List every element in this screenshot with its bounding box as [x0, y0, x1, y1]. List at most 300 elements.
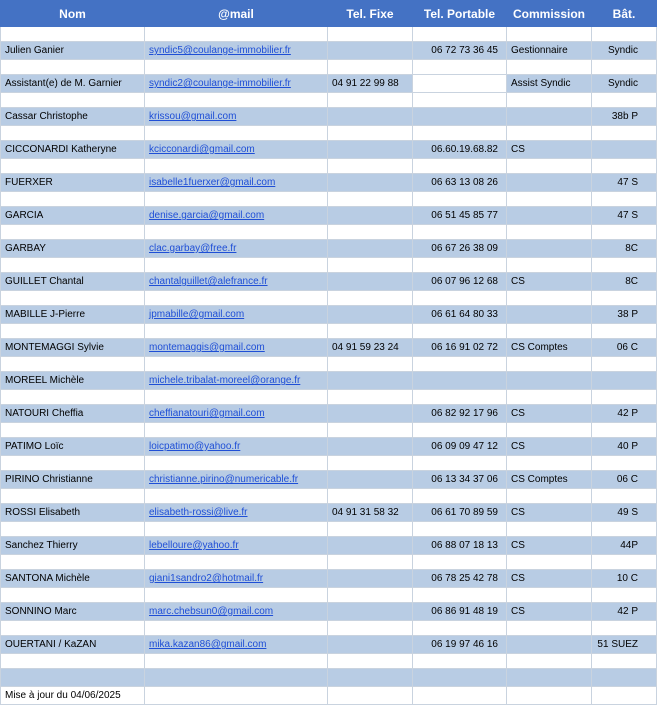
cell-fixe	[328, 537, 413, 555]
email-link[interactable]: mika.kazan86@gmail.com	[149, 639, 267, 650]
spacer-cell	[1, 291, 145, 306]
spacer-cell	[507, 522, 592, 537]
spacer-cell	[145, 93, 328, 108]
cell-mail	[145, 372, 328, 390]
spacer-cell	[145, 456, 328, 471]
cell-nom: Julien Ganier	[1, 42, 145, 60]
table-row	[1, 339, 657, 357]
cell-portable: 06 16 91 02 72	[413, 339, 507, 357]
cell-nom: SANTONA Michèle	[1, 570, 145, 588]
spacer-cell	[592, 291, 657, 306]
cell-portable: 06 19 97 46 16	[413, 636, 507, 654]
cell-portable: 06 82 92 17 96	[413, 405, 507, 423]
spacer-cell	[1, 654, 145, 669]
blank-cell	[145, 669, 328, 687]
spacer-cell	[1, 423, 145, 438]
spacer-cell	[328, 588, 413, 603]
spacer-cell	[507, 225, 592, 240]
spacer-cell	[1, 225, 145, 240]
spacer-cell	[145, 390, 328, 405]
spacer-cell	[507, 357, 592, 372]
cell-bat: 8C	[592, 273, 657, 291]
email-link[interactable]: lebelloure@yahoo.fr	[149, 540, 239, 551]
cell-mail	[145, 471, 328, 489]
spacer-cell	[592, 60, 657, 75]
spacer-cell	[145, 291, 328, 306]
spacer-cell	[413, 489, 507, 504]
table-row	[1, 570, 657, 588]
spacer-row	[1, 357, 657, 372]
spacer-cell	[1, 357, 145, 372]
table-row	[1, 273, 657, 291]
cell-commission: CS Comptes	[507, 339, 592, 357]
footer-cell	[507, 687, 592, 705]
spacer-cell	[507, 126, 592, 141]
table-row	[1, 42, 657, 60]
cell-fixe	[328, 108, 413, 126]
spacer-cell	[507, 192, 592, 207]
email-link[interactable]: giani1sandro2@hotmail.fr	[149, 573, 264, 584]
spacer-cell	[592, 27, 657, 42]
cell-portable: 06 61 64 80 33	[413, 306, 507, 324]
cell-nom: Sanchez Thierry	[1, 537, 145, 555]
email-link[interactable]: krissou@gmail.com	[149, 111, 237, 122]
cell-mail	[145, 438, 328, 456]
email-link[interactable]: michele.tribalat-moreel@orange.fr	[149, 375, 301, 386]
cell-bat: 49 S	[592, 504, 657, 522]
cell-commission: CS	[507, 603, 592, 621]
spacer-row	[1, 456, 657, 471]
spacer-cell	[1, 27, 145, 42]
cell-commission	[507, 240, 592, 258]
spacer-cell	[507, 390, 592, 405]
cell-portable: 06 86 91 48 19	[413, 603, 507, 621]
spacer-cell	[592, 456, 657, 471]
spacer-cell	[413, 390, 507, 405]
table-row	[1, 603, 657, 621]
spacer-row	[1, 126, 657, 141]
spacer-cell	[413, 555, 507, 570]
spacer-cell	[413, 588, 507, 603]
email-link[interactable]: kcicconardi@gmail.com	[149, 144, 255, 155]
cell-fixe	[328, 570, 413, 588]
spacer-cell	[1, 489, 145, 504]
cell-portable: 06 51 45 85 77	[413, 207, 507, 225]
spacer-cell	[592, 555, 657, 570]
cell-fixe	[328, 603, 413, 621]
spacer-cell	[145, 423, 328, 438]
cell-portable: 06 61 70 89 59	[413, 504, 507, 522]
spacer-cell	[592, 324, 657, 339]
cell-bat: 38 P	[592, 306, 657, 324]
cell-nom: MABILLE J-Pierre	[1, 306, 145, 324]
spacer-row	[1, 93, 657, 108]
spacer-cell	[145, 324, 328, 339]
footer-cell	[413, 687, 507, 705]
spacer-cell	[145, 192, 328, 207]
table-row	[1, 207, 657, 225]
spacer-cell	[145, 60, 328, 75]
cell-nom: ROSSI Elisabeth	[1, 504, 145, 522]
spacer-cell	[507, 291, 592, 306]
cell-commission: CS	[507, 438, 592, 456]
spacer-cell	[507, 27, 592, 42]
email-link[interactable]: christianne.pirino@numericable.fr	[149, 474, 299, 485]
email-link[interactable]: syndic5@coulange-immobilier.fr	[149, 45, 291, 56]
cell-commission: CS	[507, 504, 592, 522]
spacer-cell	[507, 324, 592, 339]
email-link[interactable]: syndic2@coulange-immobilier.fr	[149, 78, 291, 89]
spacer-cell	[592, 159, 657, 174]
spacer-cell	[145, 126, 328, 141]
cell-nom: NATOURI Cheffia	[1, 405, 145, 423]
spacer-cell	[413, 291, 507, 306]
spacer-cell	[413, 324, 507, 339]
cell-bat: 47 S	[592, 207, 657, 225]
spacer-cell	[328, 324, 413, 339]
cell-mail	[145, 108, 328, 126]
spacer-cell	[413, 192, 507, 207]
email-link[interactable]: loicpatimo@yahoo.fr	[149, 441, 241, 452]
spacer-cell	[145, 522, 328, 537]
spacer-cell	[145, 654, 328, 669]
cell-mail	[145, 42, 328, 60]
cell-fixe	[328, 438, 413, 456]
spacer-cell	[328, 27, 413, 42]
table-row	[1, 306, 657, 324]
spacer-cell	[507, 423, 592, 438]
spacer-cell	[1, 93, 145, 108]
spacer-cell	[328, 291, 413, 306]
cell-bat: 47 S	[592, 174, 657, 192]
spacer-cell	[328, 357, 413, 372]
cell-fixe	[328, 174, 413, 192]
cell-portable	[413, 372, 507, 390]
spacer-cell	[145, 357, 328, 372]
spacer-cell	[1, 258, 145, 273]
cell-commission: CS	[507, 537, 592, 555]
table-row	[1, 108, 657, 126]
cell-portable	[413, 108, 507, 126]
spacer-cell	[413, 621, 507, 636]
spacer-row	[1, 225, 657, 240]
cell-fixe	[328, 141, 413, 159]
cell-mail	[145, 75, 328, 93]
spacer-cell	[1, 126, 145, 141]
cell-fixe	[328, 306, 413, 324]
spacer-cell	[592, 258, 657, 273]
footer-row	[1, 687, 657, 705]
blank-cell	[507, 669, 592, 687]
cell-nom: MOREEL Michèle	[1, 372, 145, 390]
spacer-cell	[1, 522, 145, 537]
spacer-cell	[507, 60, 592, 75]
cell-portable: 06 63 13 08 26	[413, 174, 507, 192]
cell-nom: OUERTANI / KaZAN	[1, 636, 145, 654]
cell-portable: 06 07 96 12 68	[413, 273, 507, 291]
spacer-row	[1, 60, 657, 75]
footer-cell	[328, 687, 413, 705]
spacer-cell	[507, 621, 592, 636]
spacer-cell	[413, 423, 507, 438]
table-row	[1, 537, 657, 555]
cell-commission: CS	[507, 570, 592, 588]
table-row	[1, 141, 657, 159]
header-bat: Bât.	[592, 1, 657, 27]
spacer-cell	[145, 258, 328, 273]
email-link[interactable]: clac.garbay@free.fr	[149, 243, 237, 254]
cell-fixe	[328, 636, 413, 654]
header-row	[1, 1, 657, 27]
cell-bat: 10 C	[592, 570, 657, 588]
email-link[interactable]: cheffianatouri@gmail.com	[149, 408, 265, 419]
table-row	[1, 471, 657, 489]
cell-mail	[145, 603, 328, 621]
cell-mail	[145, 240, 328, 258]
spacer-cell	[592, 423, 657, 438]
table-row	[1, 405, 657, 423]
footer-cell	[145, 687, 328, 705]
cell-mail	[145, 405, 328, 423]
cell-fixe	[328, 240, 413, 258]
table-row	[1, 174, 657, 192]
cell-bat: 40 P	[592, 438, 657, 456]
spacer-cell	[592, 588, 657, 603]
spacer-cell	[328, 60, 413, 75]
spacer-cell	[1, 192, 145, 207]
cell-nom: PIRINO Christianne	[1, 471, 145, 489]
cell-nom: CICCONARDI Katheryne	[1, 141, 145, 159]
cell-bat: 8C	[592, 240, 657, 258]
cell-fixe: 04 91 22 99 88	[328, 75, 413, 93]
cell-nom: MONTEMAGGI Sylvie	[1, 339, 145, 357]
cell-bat: Syndic	[592, 75, 657, 93]
spacer-cell	[328, 93, 413, 108]
spacer-cell	[1, 390, 145, 405]
spacer-cell	[507, 489, 592, 504]
spacer-cell	[413, 225, 507, 240]
cell-commission: CS Comptes	[507, 471, 592, 489]
spacer-cell	[592, 225, 657, 240]
cell-portable: 06 67 26 38 09	[413, 240, 507, 258]
spacer-cell	[413, 357, 507, 372]
spacer-cell	[592, 522, 657, 537]
spacer-cell	[328, 159, 413, 174]
spacer-cell	[328, 390, 413, 405]
cell-bat: 42 P	[592, 405, 657, 423]
email-link[interactable]: marc.chebsun0@gmail.com	[149, 606, 274, 617]
cell-mail	[145, 141, 328, 159]
email-link[interactable]: chantalguillet@alefrance.fr	[149, 276, 268, 287]
cell-portable: 06 13 34 37 06	[413, 471, 507, 489]
spacer-cell	[145, 225, 328, 240]
spacer-row	[1, 192, 657, 207]
table-row	[1, 636, 657, 654]
email-link[interactable]: isabelle1fuerxer@gmail.com	[149, 177, 276, 188]
blank-row	[1, 669, 657, 687]
spacer-cell	[413, 522, 507, 537]
spacer-cell	[328, 192, 413, 207]
update-note: Mise à jour du 04/06/2025	[1, 687, 145, 705]
spacer-cell	[413, 126, 507, 141]
email-link[interactable]: elisabeth-rossi@live.fr	[149, 507, 248, 518]
table-row	[1, 240, 657, 258]
cell-mail	[145, 207, 328, 225]
cell-commission	[507, 108, 592, 126]
cell-portable	[413, 75, 507, 93]
header-mail: @mail	[145, 1, 328, 27]
header-portable: Tel. Portable	[413, 1, 507, 27]
spacer-cell	[145, 621, 328, 636]
cell-bat: 06 C	[592, 339, 657, 357]
spacer-cell	[507, 654, 592, 669]
spacer-cell	[413, 27, 507, 42]
spacer-row	[1, 621, 657, 636]
footer-cell	[592, 687, 657, 705]
spacer-row	[1, 258, 657, 273]
cell-nom: GARBAY	[1, 240, 145, 258]
spacer-cell	[145, 489, 328, 504]
spacer-cell	[328, 126, 413, 141]
spacer-row	[1, 324, 657, 339]
spacer-row	[1, 291, 657, 306]
spacer-cell	[1, 159, 145, 174]
spacer-row	[1, 390, 657, 405]
cell-nom: FUERXER	[1, 174, 145, 192]
spacer-row	[1, 654, 657, 669]
cell-mail	[145, 570, 328, 588]
cell-mail	[145, 504, 328, 522]
cell-bat: Syndic	[592, 42, 657, 60]
cell-mail	[145, 174, 328, 192]
header-fixe: Tel. Fixe	[328, 1, 413, 27]
cell-bat: 51 SUEZ	[592, 636, 657, 654]
cell-portable: 06.60.19.68.82	[413, 141, 507, 159]
spacer-row	[1, 522, 657, 537]
blank-cell	[413, 669, 507, 687]
spacer-cell	[413, 159, 507, 174]
cell-mail	[145, 636, 328, 654]
email-link[interactable]: montemaggis@gmail.com	[149, 342, 265, 353]
header-commission: Commission	[507, 1, 592, 27]
spacer-cell	[145, 27, 328, 42]
cell-fixe	[328, 273, 413, 291]
spacer-cell	[145, 555, 328, 570]
cell-bat: 44P	[592, 537, 657, 555]
cell-nom: GUILLET Chantal	[1, 273, 145, 291]
cell-portable: 06 09 09 47 12	[413, 438, 507, 456]
spacer-cell	[328, 489, 413, 504]
cell-commission	[507, 306, 592, 324]
cell-commission	[507, 372, 592, 390]
spacer-cell	[507, 93, 592, 108]
cell-bat	[592, 372, 657, 390]
cell-bat: 42 P	[592, 603, 657, 621]
cell-fixe	[328, 405, 413, 423]
spacer-cell	[1, 456, 145, 471]
cell-nom: PATIMO Loïc	[1, 438, 145, 456]
cell-nom: Assistant(e) de M. Garnier	[1, 75, 145, 93]
table-row	[1, 75, 657, 93]
spacer-cell	[592, 126, 657, 141]
cell-portable: 06 72 73 36 45	[413, 42, 507, 60]
email-link[interactable]: denise.garcia@gmail.com	[149, 210, 265, 221]
cell-commission	[507, 207, 592, 225]
spacer-row	[1, 27, 657, 42]
cell-mail	[145, 537, 328, 555]
cell-fixe	[328, 372, 413, 390]
cell-fixe: 04 91 59 23 24	[328, 339, 413, 357]
table-row	[1, 438, 657, 456]
cell-nom: SONNINO Marc	[1, 603, 145, 621]
cell-mail	[145, 306, 328, 324]
spacer-row	[1, 489, 657, 504]
spacer-cell	[507, 588, 592, 603]
spacer-cell	[328, 423, 413, 438]
table-body	[1, 27, 657, 705]
spacer-row	[1, 423, 657, 438]
spacer-cell	[328, 621, 413, 636]
spacer-cell	[507, 258, 592, 273]
cell-fixe: 04 91 31 58 32	[328, 504, 413, 522]
spacer-row	[1, 159, 657, 174]
cell-bat: 06 C	[592, 471, 657, 489]
cell-commission: Assist Syndic	[507, 75, 592, 93]
cell-commission: Gestionnaire	[507, 42, 592, 60]
spacer-cell	[592, 489, 657, 504]
cell-nom: Cassar Christophe	[1, 108, 145, 126]
spacer-cell	[328, 258, 413, 273]
spacer-cell	[328, 225, 413, 240]
email-link[interactable]: jpmabille@gmail.com	[149, 309, 245, 320]
spacer-cell	[507, 456, 592, 471]
table-row	[1, 504, 657, 522]
spacer-row	[1, 588, 657, 603]
cell-fixe	[328, 42, 413, 60]
spacer-cell	[145, 588, 328, 603]
spacer-cell	[1, 60, 145, 75]
spacer-cell	[1, 555, 145, 570]
blank-cell	[1, 669, 145, 687]
spacer-cell	[328, 522, 413, 537]
table-row	[1, 372, 657, 390]
spacer-cell	[145, 159, 328, 174]
spacer-cell	[1, 588, 145, 603]
cell-mail	[145, 273, 328, 291]
cell-fixe	[328, 471, 413, 489]
cell-fixe	[328, 207, 413, 225]
spacer-cell	[413, 258, 507, 273]
cell-portable: 06 78 25 42 78	[413, 570, 507, 588]
header-nom: Nom	[1, 1, 145, 27]
spacer-cell	[328, 555, 413, 570]
spacer-cell	[1, 324, 145, 339]
blank-cell	[592, 669, 657, 687]
spacer-cell	[413, 456, 507, 471]
cell-portable: 06 88 07 18 13	[413, 537, 507, 555]
cell-commission: CS	[507, 405, 592, 423]
cell-bat	[592, 141, 657, 159]
spacer-cell	[413, 654, 507, 669]
cell-mail	[145, 339, 328, 357]
spacer-cell	[592, 357, 657, 372]
cell-commission	[507, 174, 592, 192]
cell-commission	[507, 636, 592, 654]
spacer-cell	[413, 60, 507, 75]
blank-cell	[328, 669, 413, 687]
cell-commission: CS	[507, 273, 592, 291]
spacer-cell	[592, 390, 657, 405]
